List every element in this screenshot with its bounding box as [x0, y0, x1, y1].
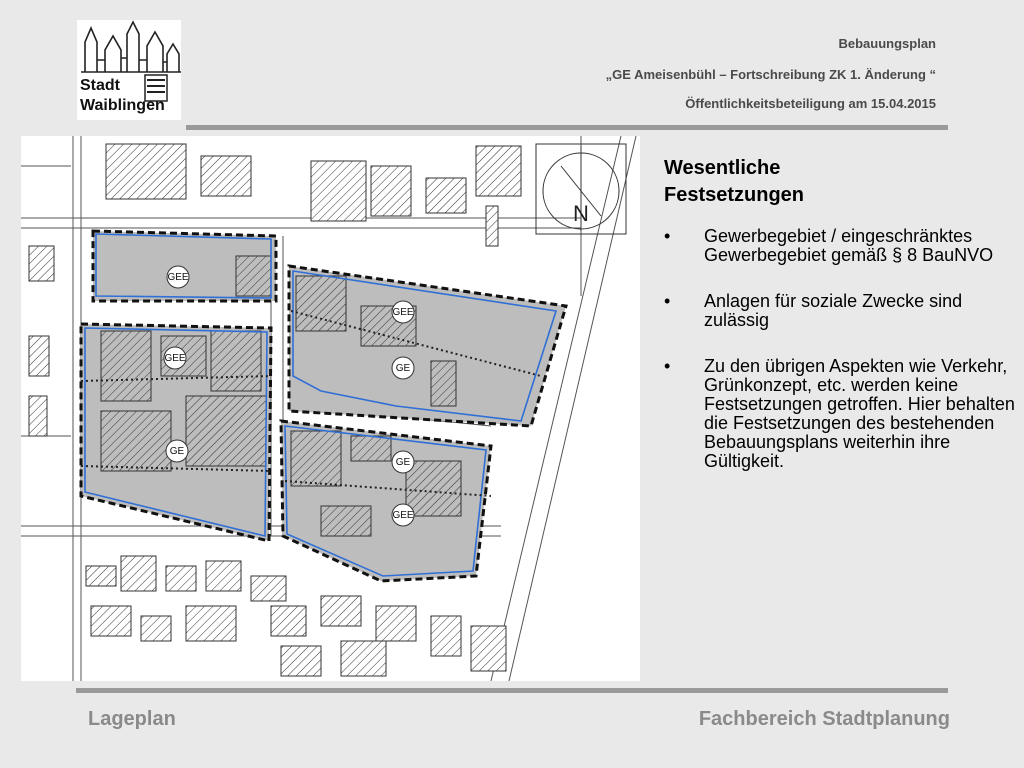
- header-date: Öffentlichkeitsbeteiligung am 15.04.2015: [685, 96, 936, 111]
- bullet-text: Zu den übrigen Aspekten wie Verkehr, Grünkonzept, etc. werden keine Festsetzungen getroffen. Hier behalten die Festsetzungen des bestehenden Bebauungsplans weiterhin ihre Gültigkeit.: [704, 356, 1015, 471]
- list-item: [664, 292, 1016, 330]
- bullet-icon: •: [664, 356, 671, 376]
- header-divider: [186, 125, 948, 130]
- zone-label-ge-3: GE: [169, 446, 185, 457]
- provisions-list: [664, 227, 1016, 471]
- north-arrow-icon: [536, 144, 626, 234]
- list-item: [664, 357, 1016, 471]
- zone-label-gee-7: GEE: [392, 510, 414, 521]
- zone-label-ge-5: GE: [395, 457, 411, 468]
- north-label: N: [573, 201, 589, 226]
- bullet-icon: •: [664, 291, 671, 311]
- zone-label-gee-1: GEE: [167, 272, 189, 283]
- site-plan-map: [21, 136, 640, 681]
- footer-divider: [76, 688, 948, 693]
- zone-label-ge-4: GE: [395, 363, 411, 374]
- city-logo: [77, 20, 181, 120]
- provisions-title-line-1: Wesentliche: [664, 157, 781, 179]
- logo-line-1: Stadt: [80, 77, 120, 94]
- key-provisions: [664, 155, 1016, 498]
- bullet-icon: •: [664, 226, 671, 246]
- bullet-text: Gewerbegebiet / eingeschränktes Gewerbegebiet gemäß § 8 BauNVO: [704, 226, 994, 265]
- bullet-text: Anlagen für soziale Zwecke sind zulässig: [704, 291, 963, 330]
- provisions-title-line-2: Festsetzungen: [664, 184, 805, 206]
- footer-left-label: Lageplan: [88, 708, 176, 730]
- list-item: [664, 227, 1016, 265]
- zone-label-gee-2: GEE: [164, 353, 186, 364]
- logo-line-2: Waiblingen: [80, 97, 165, 114]
- header-plan-title: „GE Ameisenbühl – Fortschreibung ZK 1. Änderung “: [605, 67, 936, 82]
- footer-right-label: Fachbereich Stadtplanung: [698, 708, 950, 730]
- provisions-title: [664, 155, 1016, 209]
- zone-label-gee-6: GEE: [392, 307, 414, 318]
- header-plan-type: Bebauungsplan: [838, 36, 936, 51]
